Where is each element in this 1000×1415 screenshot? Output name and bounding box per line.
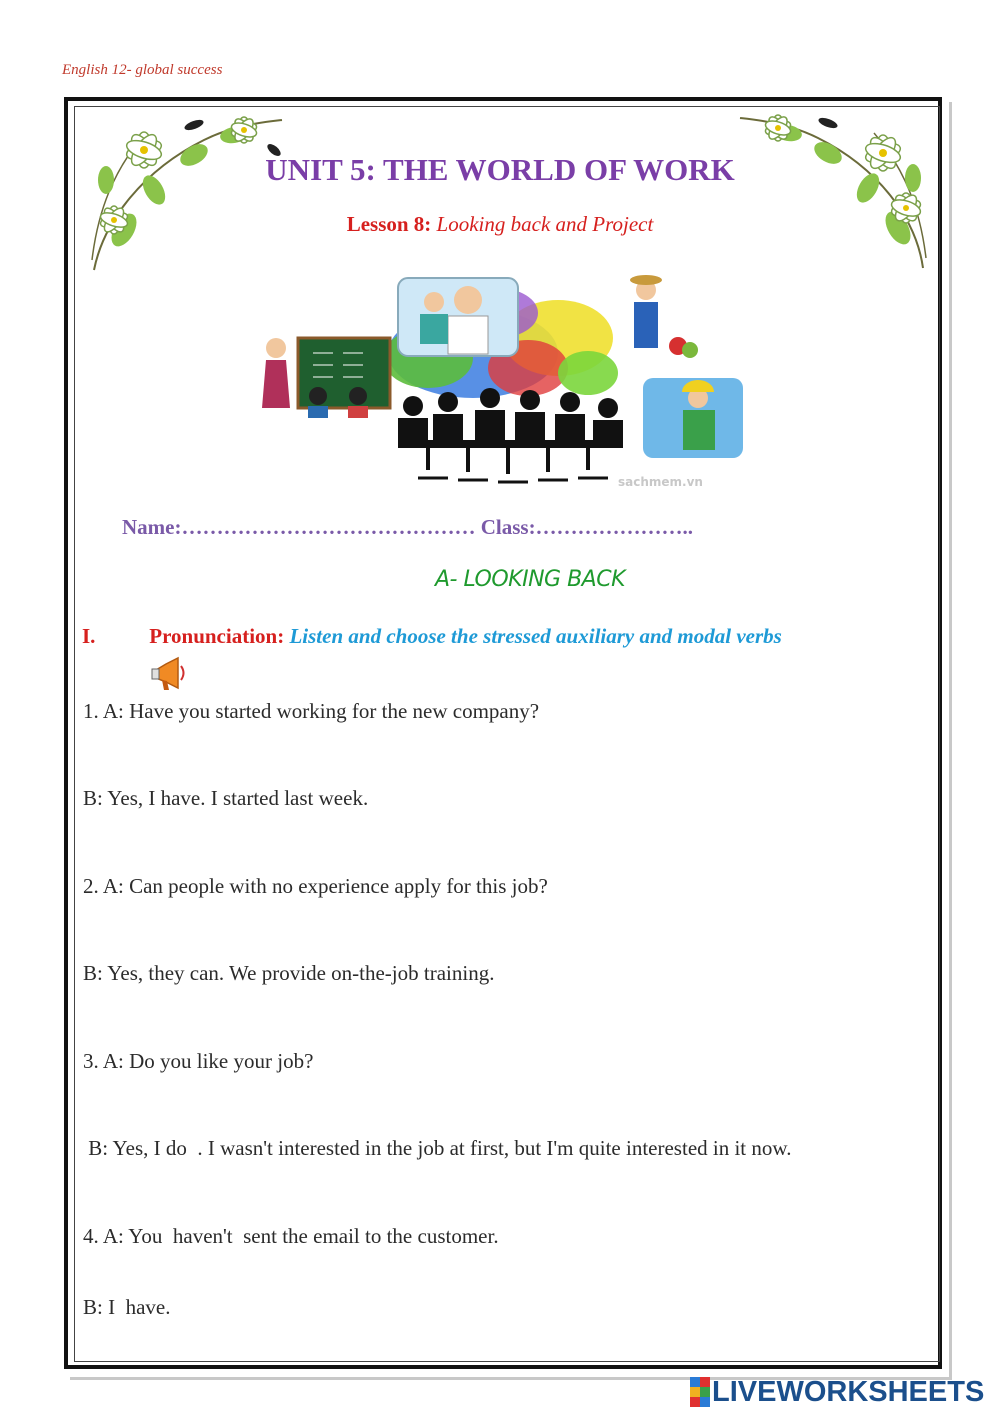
section-a-heading: A- LOOKING BACK bbox=[434, 567, 626, 592]
logo-icon bbox=[690, 1377, 710, 1407]
lesson-label: Lesson 8: bbox=[346, 212, 432, 236]
name-class-line: Name:…………………………………… Class:………………….. bbox=[122, 515, 694, 539]
pronunciation-label: Pronunciation: bbox=[149, 624, 285, 648]
illustration-watermark: sachmem.vn bbox=[618, 475, 703, 489]
floral-corner-left bbox=[84, 110, 284, 275]
floral-corner-right bbox=[738, 108, 928, 273]
dialogue-line-3b: B: Yes, I do . I wasn't interested in the job at first, but I'm quite interested in it now. bbox=[83, 1136, 792, 1160]
liveworksheets-logo[interactable] bbox=[690, 1375, 984, 1409]
pronunciation-heading bbox=[82, 624, 782, 649]
pronunciation-number: I. bbox=[82, 624, 96, 648]
pronunciation-instruction: Listen and choose the stressed auxiliary and modal verbs bbox=[289, 624, 782, 648]
speaker-icon[interactable] bbox=[148, 654, 188, 694]
dialogue-line-2a: 2. A: Can people with no experience apply for this job? bbox=[83, 874, 548, 898]
dialogue-line-4a: 4. A: You haven't sent the email to the customer. bbox=[83, 1224, 499, 1248]
dialogue-line-2b: B: Yes, they can. We provide on-the-job training. bbox=[83, 961, 495, 985]
unit-title: UNIT 5: THE WORLD OF WORK bbox=[265, 152, 735, 187]
world-of-work-illustration bbox=[258, 268, 753, 496]
dialogue-line-1a: 1. A: Have you started working for the new company? bbox=[83, 699, 540, 723]
lesson-subtitle bbox=[0, 212, 1000, 237]
logo-text: LIVEWORKSHEETS bbox=[712, 1375, 985, 1408]
header-note: English 12- global success bbox=[62, 62, 223, 78]
lesson-text: Looking back and Project bbox=[436, 212, 654, 236]
dialogue-line-3a: 3. A: Do you like your job? bbox=[83, 1049, 314, 1073]
dialogue-line-1b: B: Yes, I have. I started last week. bbox=[83, 786, 369, 810]
dialogue-line-4b: B: I have. bbox=[83, 1295, 171, 1319]
